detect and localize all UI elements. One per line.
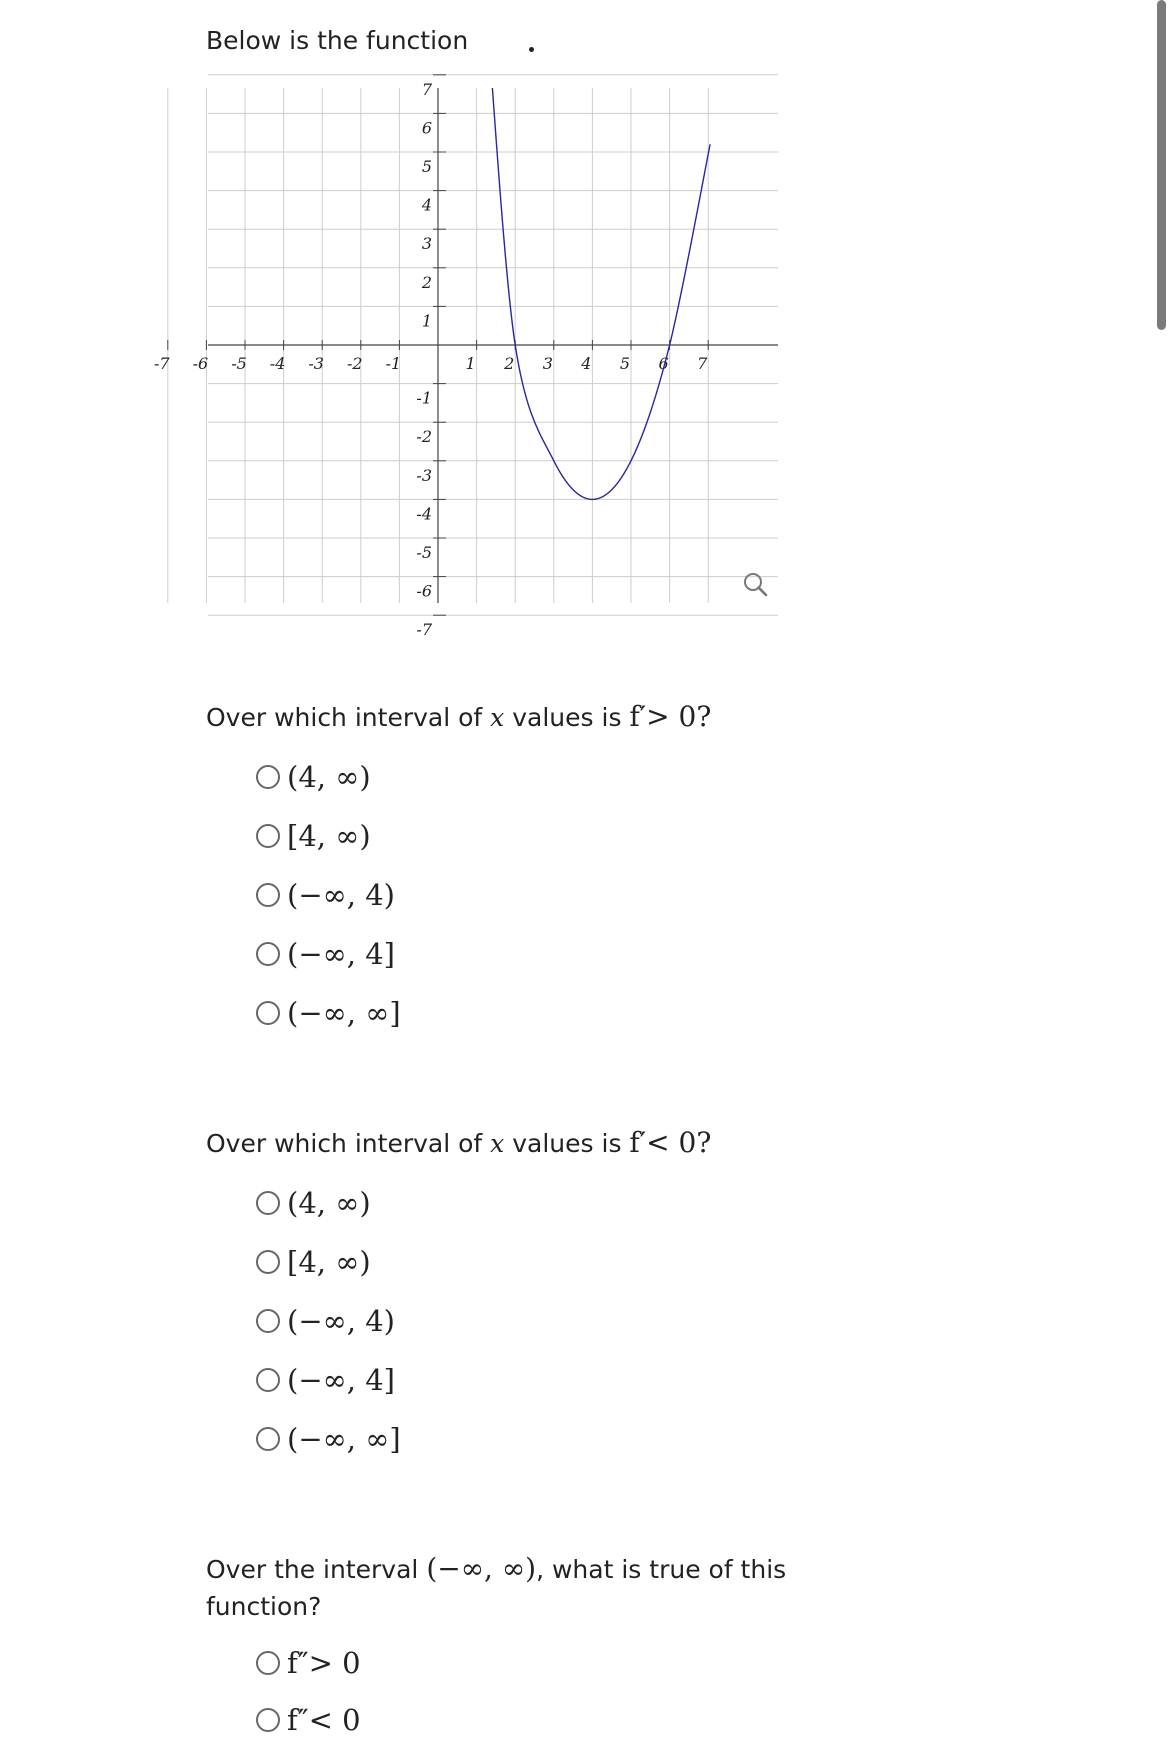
question-3-interval: (−∞, ∞)	[426, 1552, 537, 1585]
y-tick-label: 1	[421, 311, 432, 331]
function-curve	[488, 32, 710, 499]
x-tick-label: 7	[697, 354, 708, 373]
function-graph	[154, 79, 778, 640]
q2-option-1[interactable]: (4, ∞)	[256, 1173, 401, 1232]
question-3-options	[256, 1634, 361, 1748]
q1-option-4[interactable]: (−∞, 4]	[256, 924, 401, 983]
y-tick-label: -4	[416, 504, 432, 524]
radio-button[interactable]	[256, 1191, 280, 1215]
q1-option-1[interactable]: (4, ∞)	[256, 747, 401, 806]
q3-option-2[interactable]: f″< 0	[256, 1691, 361, 1748]
x-tick-label: 3	[542, 354, 553, 373]
intro-dot	[529, 47, 534, 52]
page-scrollbar[interactable]	[1157, 0, 1166, 330]
x-tick-label: 4	[581, 354, 592, 373]
tick-labels	[154, 80, 708, 639]
question-2: Over which interval of x values is f′< 0?	[206, 1126, 712, 1159]
intro-text: Below is the function	[206, 26, 469, 55]
y-tick-label: 7	[421, 79, 432, 99]
magnifier-icon[interactable]	[745, 574, 766, 595]
y-tick-label: -6	[416, 581, 432, 601]
question-2-expression: f′< 0?	[629, 1126, 712, 1159]
y-tick-label: 4	[421, 195, 432, 215]
q2-option-4[interactable]: (−∞, 4]	[256, 1350, 401, 1409]
radio-button[interactable]	[256, 1368, 280, 1392]
radio-button[interactable]	[256, 1001, 280, 1025]
radio-button[interactable]	[256, 942, 280, 966]
radio-button[interactable]	[256, 1651, 280, 1675]
y-tick-label: 2	[421, 272, 432, 292]
question-2-options	[256, 1173, 401, 1468]
radio-button[interactable]	[256, 765, 280, 789]
q2-option-5[interactable]: (−∞, ∞]	[256, 1409, 401, 1468]
question-1: Over which interval of x values is f′> 0?	[206, 700, 712, 733]
question-1-expression: f′> 0?	[629, 700, 712, 733]
y-tick-label: 5	[421, 157, 432, 176]
radio-button[interactable]	[256, 883, 280, 907]
q2-option-3[interactable]: (−∞, 4)	[256, 1291, 401, 1350]
x-tick-label: 5	[619, 354, 631, 373]
x-tick-label: 6	[658, 354, 669, 373]
q2-option-2[interactable]: [4, ∞)	[256, 1232, 401, 1291]
y-tick-label: -5	[416, 543, 432, 562]
x-tick-label: -2	[347, 354, 363, 373]
y-tick-label: 6	[421, 118, 432, 138]
y-tick-label: 3	[421, 234, 432, 254]
x-tick-label: -3	[308, 354, 324, 373]
x-tick-label: 2	[504, 354, 515, 373]
x-tick-label: -5	[231, 354, 247, 373]
radio-button[interactable]	[256, 1427, 280, 1451]
radio-button[interactable]	[256, 1708, 280, 1732]
x-tick-label: -7	[154, 354, 170, 373]
question-1-options	[256, 747, 401, 1042]
radio-button[interactable]	[256, 1250, 280, 1274]
x-tick-label: -6	[192, 354, 209, 373]
q3-option-1[interactable]: f″> 0	[256, 1634, 361, 1691]
y-tick-label: -3	[416, 465, 432, 485]
axes	[168, 75, 778, 615]
variable-x: x	[490, 1129, 505, 1158]
question-3: Over the interval (−∞, ∞), what is true of this function?	[206, 1552, 787, 1621]
y-tick-label: -2	[416, 427, 432, 447]
x-tick-label: -4	[269, 354, 286, 373]
y-tick-label: -7	[416, 620, 432, 640]
x-tick-label: 1	[465, 354, 476, 373]
x-tick-label: -1	[385, 354, 402, 373]
q1-option-3[interactable]: (−∞, 4)	[256, 865, 401, 924]
radio-button[interactable]	[256, 824, 280, 848]
variable-x: x	[490, 703, 505, 732]
q1-option-5[interactable]: (−∞, ∞]	[256, 983, 401, 1042]
y-tick-label: -1	[416, 388, 432, 408]
q1-option-2[interactable]: [4, ∞)	[256, 806, 401, 865]
radio-button[interactable]	[256, 1309, 280, 1333]
